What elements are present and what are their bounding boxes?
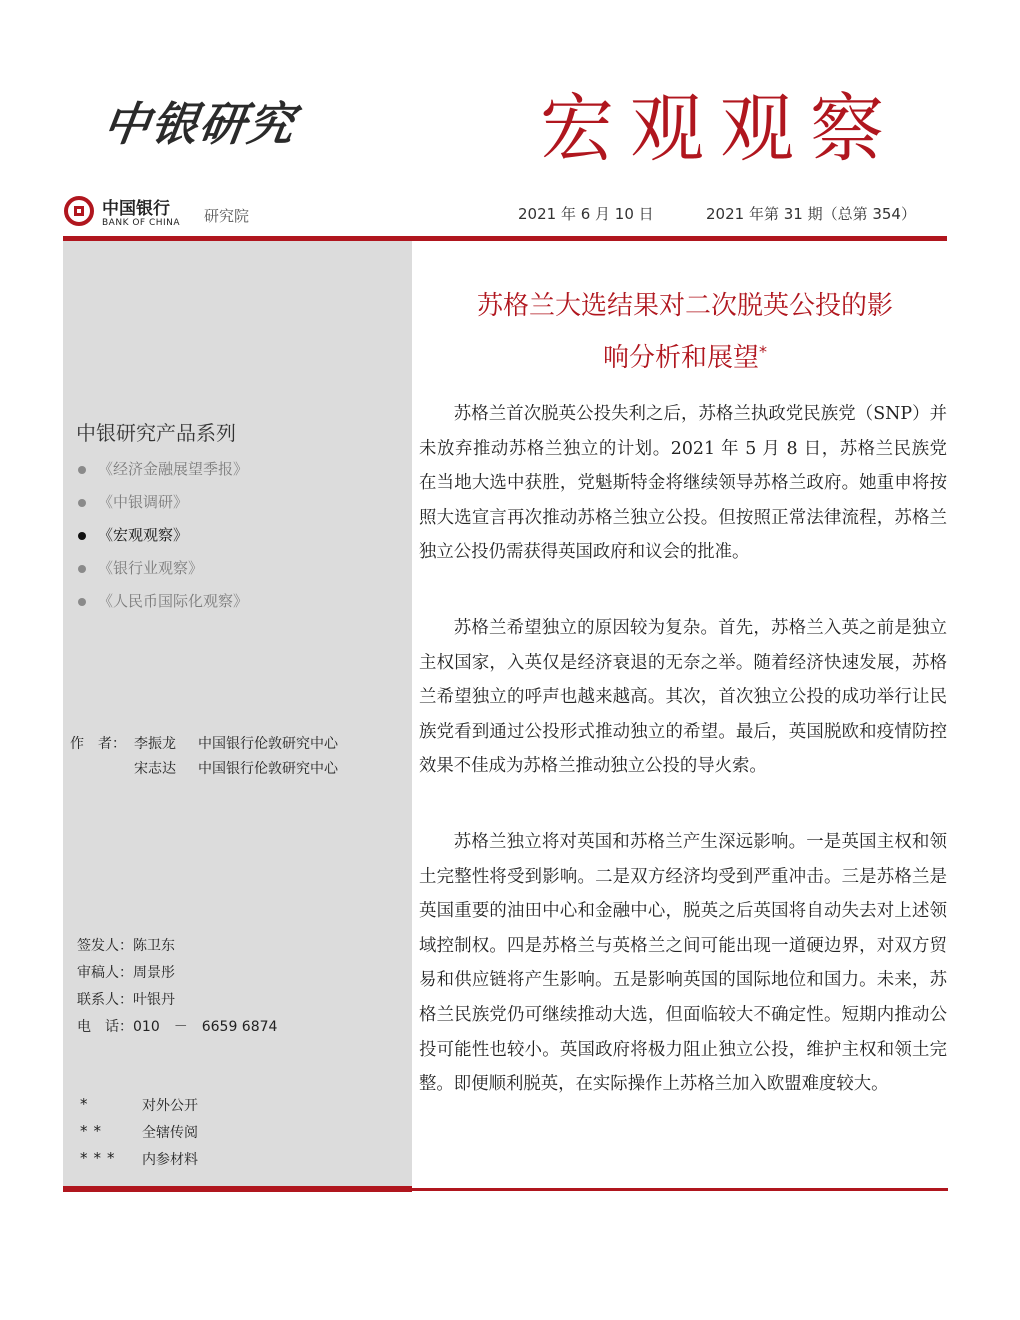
- reviewer-row: 审稿人：周景彤: [77, 965, 175, 981]
- bank-name-cn: 中国银行: [102, 199, 170, 219]
- article-title-line2: 响分析和展望*: [602, 342, 767, 373]
- issue-number: 2021 年第 31 期（总第 354）: [706, 205, 916, 223]
- article-title-line1: 苏格兰大选结果对二次脱英公投的影: [476, 291, 893, 321]
- brand-logo: 中银研究: [99, 97, 300, 151]
- level-label: 内参材料: [142, 1152, 198, 1168]
- product-item-macro-observation: 《宏观观察》: [78, 524, 188, 545]
- author-name: 宋志达: [134, 761, 176, 777]
- author-org: 中国银行伦敦研究中心: [198, 736, 338, 752]
- bottom-divider-right: [412, 1188, 948, 1191]
- bottom-divider-left: [63, 1186, 412, 1192]
- title-footnote-mark: *: [759, 342, 767, 361]
- article-paragraph: 苏格兰希望独立的原因较为复杂。首先，苏格兰入英之前是独立主权国家，入英仅是经济衰退的无奈之举。随着经济快速发展，苏格兰希望独立的呼声也越来越高。其次，首次独立公投的成功举行让民族党看到通过公投形式推动独立的希望。最后，英国脱欧和疫情防控效果不佳成为苏格兰推动独立公投的导火索。: [419, 618, 947, 777]
- bullet-icon: [78, 466, 86, 474]
- phone-row: 电 话：010 － 6659 6874: [77, 1019, 278, 1035]
- issuer-row: 签发人：陈卫东: [77, 938, 175, 954]
- authors-label: 作 者：: [70, 736, 126, 752]
- issue-date: 2021 年 6 月 10 日: [518, 205, 654, 223]
- bullet-icon: [78, 598, 86, 606]
- contact-row: 联系人：叶银丹: [77, 992, 175, 1008]
- article-title: [420, 280, 950, 384]
- level-label: 对外公开: [142, 1098, 198, 1114]
- product-item-economic-outlook: 《经济金融展望季报》: [78, 458, 248, 479]
- bullet-icon: [78, 565, 86, 573]
- author-name: 李振龙: [134, 736, 176, 752]
- author-org: 中国银行伦敦研究中心: [198, 761, 338, 777]
- products-heading: 中银研究产品系列: [76, 421, 236, 445]
- product-item-boc-research: 《中银调研》: [78, 491, 188, 512]
- level-mark: ***: [80, 1149, 121, 1167]
- level-mark: *: [80, 1095, 94, 1113]
- bank-name-en: BANK OF CHINA: [102, 218, 181, 228]
- product-item-rmb-internationalization: 《人民币国际化观察》: [78, 590, 248, 611]
- institute-label: 研究院: [204, 207, 250, 225]
- series-title: 宏观观察: [540, 86, 900, 172]
- bank-of-china-emblem-icon: [64, 196, 94, 226]
- product-item-banking-observation: 《银行业观察》: [78, 557, 203, 578]
- level-label: 全辖传阅: [142, 1125, 198, 1141]
- level-mark: **: [80, 1122, 107, 1140]
- bullet-icon: [78, 499, 86, 507]
- article-paragraph: 苏格兰首次脱英公投失利之后，苏格兰执政党民族党（SNP）并未放弃推动苏格兰独立的计划。2021 年 5 月 8 日，苏格兰民族党在当地大选中获胜，党魁斯特金将继续领导苏格兰政府。她重申将按照大选宣言再次推动苏格兰独立公投。但按照正常法律流程，苏格兰独立公投仍需获得英国政府和议会的批准。: [419, 404, 947, 563]
- sidebar: [63, 241, 412, 1186]
- article-paragraph: 苏格兰独立将对英国和苏格兰产生深远影响。一是英国主权和领土完整性将受到影响。二是双方经济均受到严重冲击。三是苏格兰是英国重要的油田中心和金融中心，脱英之后英国将自动失去对上述领域控制权。四是苏格兰与英格兰之间可能出现一道硬边界，对双方贸易和供应链将产生影响。五是影响英国的国际地位和国力。未来，苏格兰民族党仍可继续推动大选，但面临较大不确定性。短期内推动公投可能性也较小。英国政府将极力阻止独立公投，维护主权和领土完整。即便顺利脱英，在实际操作上苏格兰加入欧盟难度较大。: [419, 832, 947, 1095]
- bullet-icon: [78, 532, 86, 540]
